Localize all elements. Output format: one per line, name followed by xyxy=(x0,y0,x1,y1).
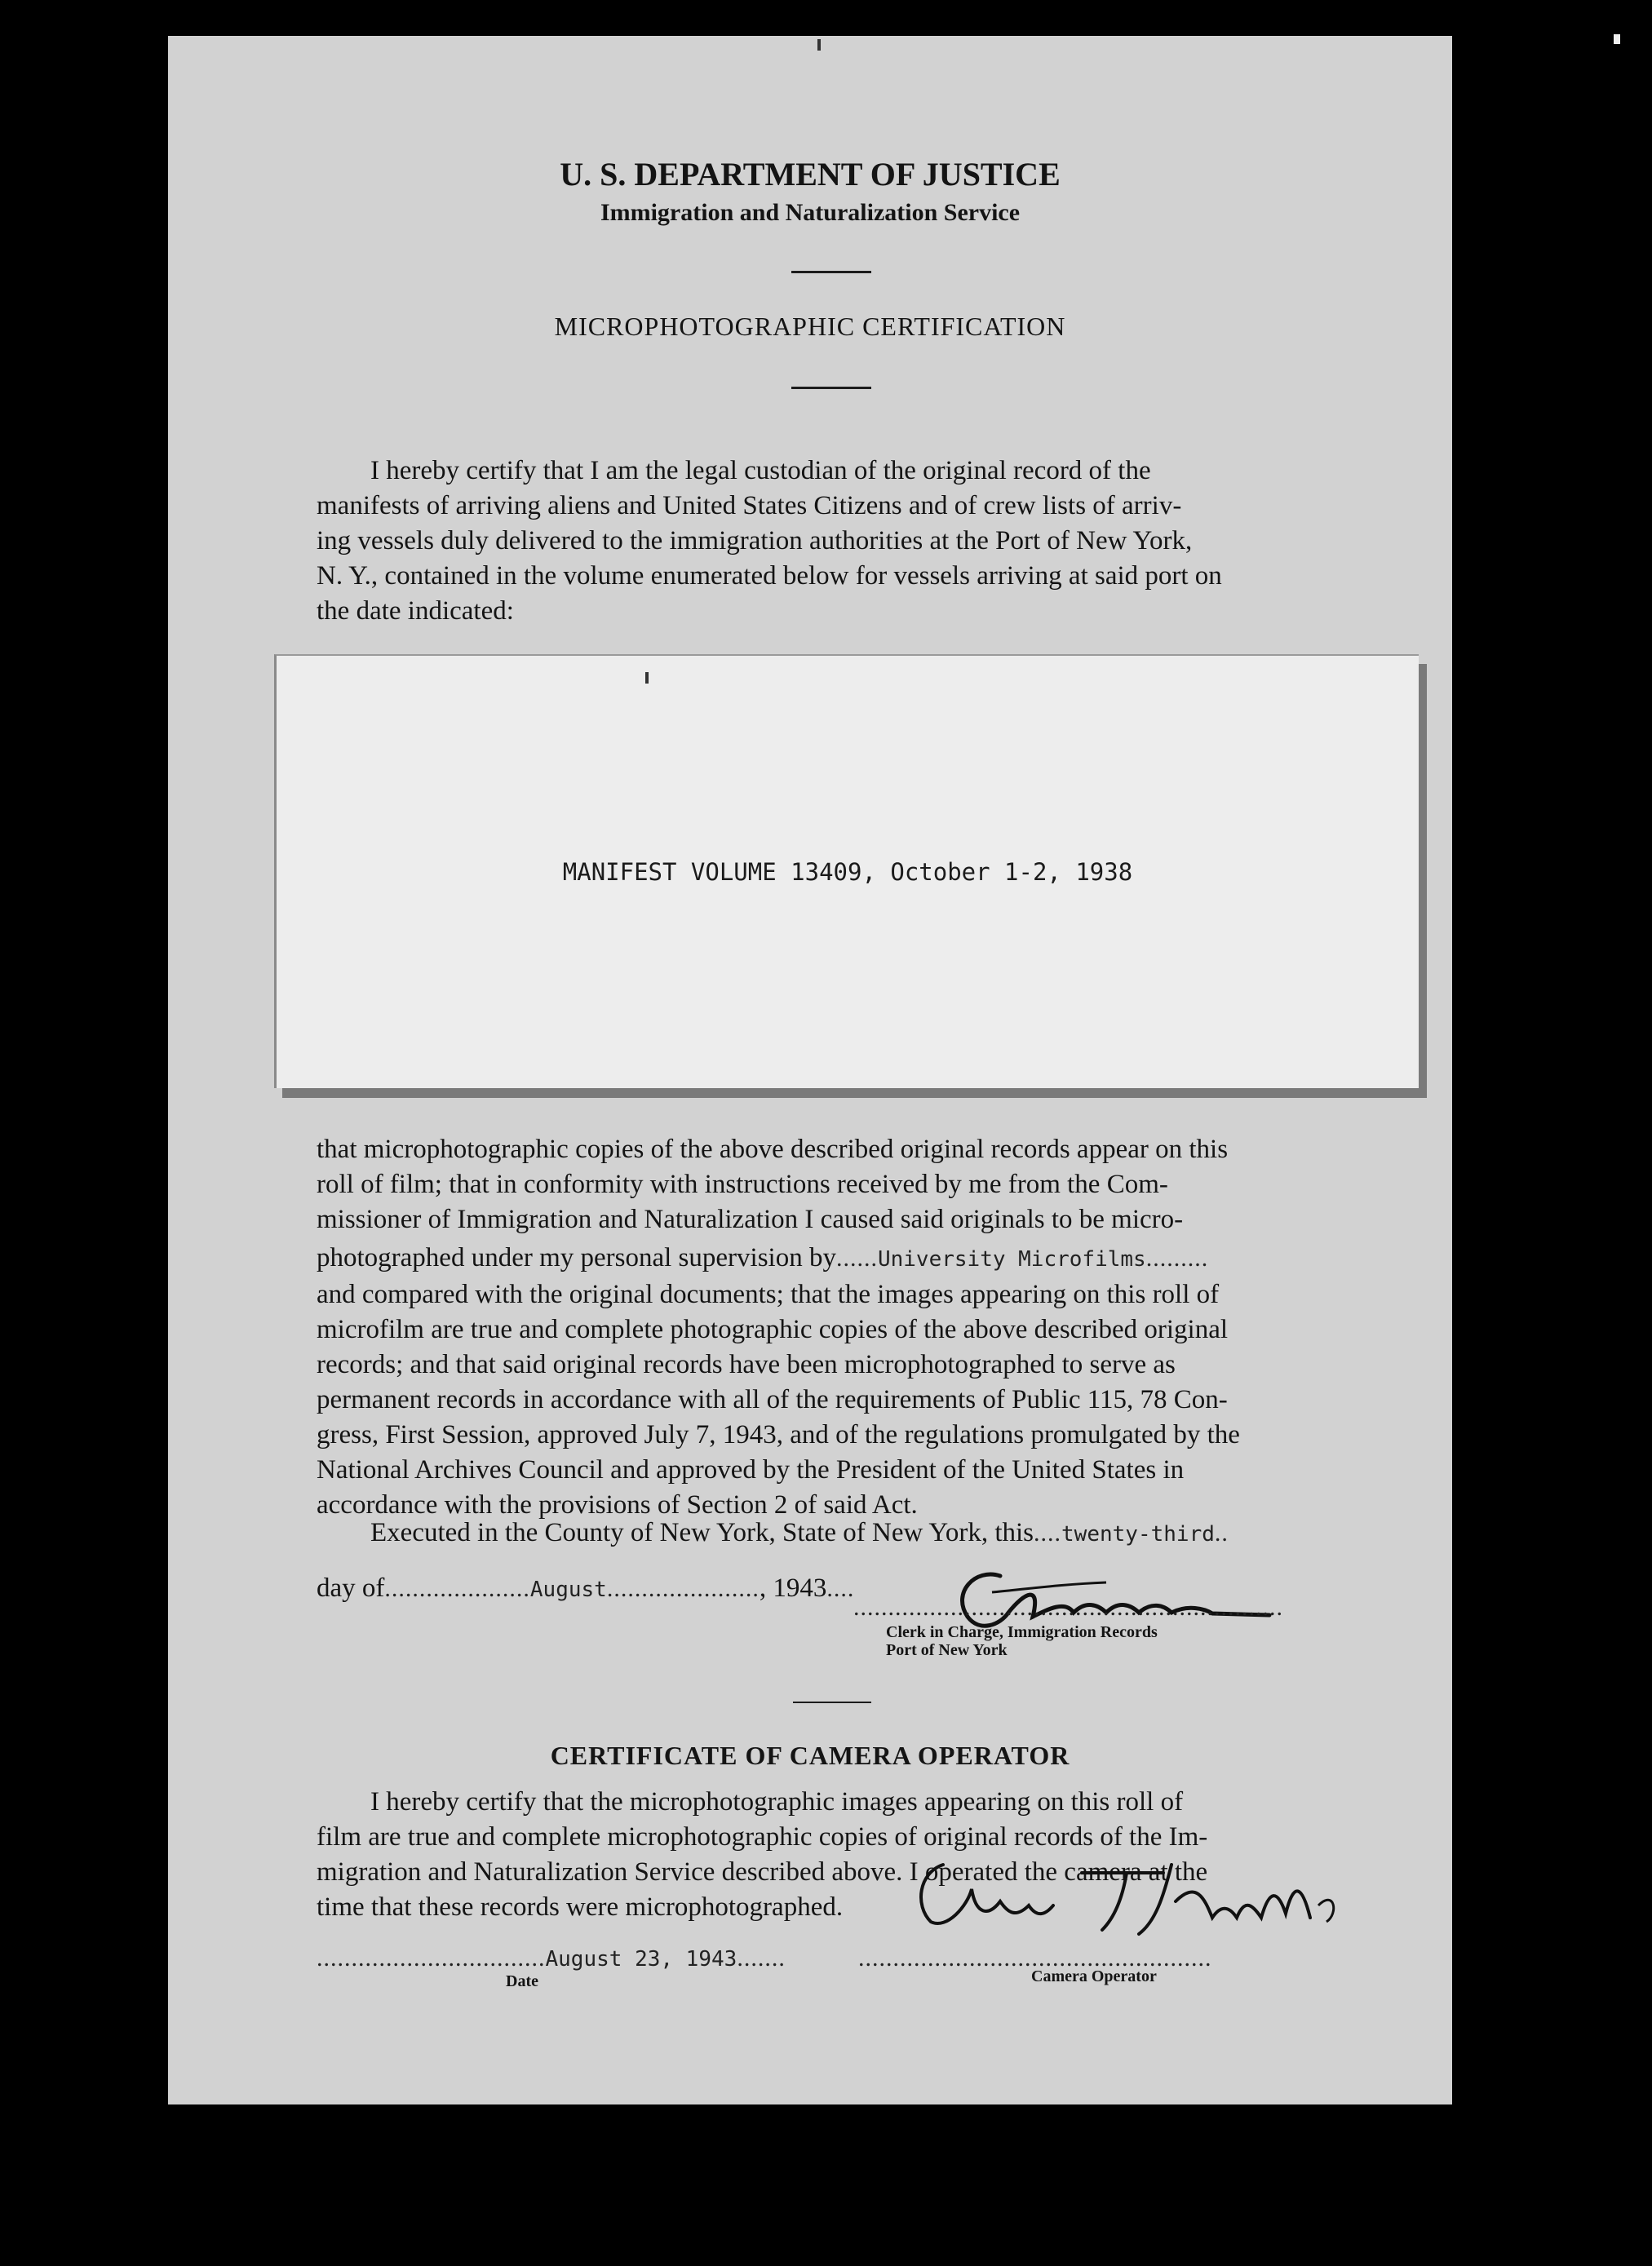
dot-leader: .... xyxy=(1034,1520,1062,1547)
manifest-volume-label: MANIFEST VOLUME 13409, October 1-2, 1938 xyxy=(562,858,1133,886)
body-line: and compared with the original documents; that the images appearing on this roll of xyxy=(317,1280,1220,1309)
certification-intro xyxy=(317,454,1362,629)
day-of-prefix: day of xyxy=(317,1573,385,1603)
executed-year: , 1943 xyxy=(759,1573,827,1603)
film-speck xyxy=(817,39,821,51)
divider-rule xyxy=(791,271,871,273)
camera-line: time that these records were microphotographed. xyxy=(317,1892,844,1922)
body-line: permanent records in accordance with all of the requirements of Public 115, 78 Con- xyxy=(317,1385,1228,1414)
dot-leader: ...... xyxy=(835,1245,878,1272)
body-line: roll of film; that in conformity with instructions received by me from the Com- xyxy=(317,1170,1168,1199)
camera-line: migration and Naturalization Service described above. I operated the camera at the xyxy=(317,1857,1208,1887)
divider-rule xyxy=(793,1702,871,1703)
certification-title: MICROPHOTOGRAPHIC CERTIFICATION xyxy=(554,312,1066,341)
manifest-label-card xyxy=(274,654,1419,1088)
dot-leader: .... xyxy=(826,1575,855,1602)
dot-leader: ..................... xyxy=(384,1575,530,1602)
body-line: records; and that said original records have been microphotographed to serve as xyxy=(317,1350,1176,1379)
dot-leader: ......... xyxy=(1145,1245,1209,1272)
photographed-by-value: University Microfilms xyxy=(877,1247,1146,1272)
camera-line: I hereby certify that the microphotographic images appearing on this roll of xyxy=(370,1787,1184,1817)
dot-leader: ................................. xyxy=(317,1945,546,1972)
clerk-title xyxy=(886,1623,1158,1659)
intro-line: the date indicated: xyxy=(317,596,514,626)
body-line: gress, First Session, approved July 7, 1943, and of the regulations promulgated by the xyxy=(317,1420,1240,1449)
date-label: Date xyxy=(506,1972,538,1990)
clerk-title-line: Port of New York xyxy=(886,1641,1008,1659)
photographed-by-line xyxy=(317,1241,1362,1277)
intro-line: ing vessels duly delivered to the immigration authorities at the Port of New York, xyxy=(317,526,1193,555)
clerk-title-line: Clerk in Charge, Immigration Records xyxy=(886,1623,1158,1641)
dot-leader: ....... xyxy=(737,1945,786,1972)
certification-body xyxy=(317,1132,1362,1523)
body-line: National Archives Council and approved by the President of the United States in xyxy=(317,1455,1185,1485)
camera-line: film are true and complete microphotographic copies of original records of the Im- xyxy=(317,1822,1208,1852)
clerk-signature-line: .............................................................. xyxy=(853,1594,1283,1621)
divider-rule xyxy=(791,387,871,389)
department-heading: U. S. DEPARTMENT OF JUSTICE xyxy=(560,156,1061,193)
camera-date-value: August 23, 1943 xyxy=(545,1947,737,1972)
operator-signature-line: ................................................... xyxy=(858,1945,1212,1972)
date-value-line xyxy=(317,1945,786,1972)
body-line: microfilm are true and complete photographic copies of the above described original xyxy=(317,1315,1229,1344)
body-line: missioner of Immigration and Naturalization I caused said originals to be micro- xyxy=(317,1205,1184,1234)
camera-operator-title: CERTIFICATE OF CAMERA OPERATOR xyxy=(550,1741,1070,1770)
executed-prefix: Executed in the County of New York, State of New York, this xyxy=(370,1518,1034,1547)
service-subheading: Immigration and Naturalization Service xyxy=(600,199,1021,226)
body-line: accordance with the provisions of Section 2 of said Act. xyxy=(317,1490,918,1520)
camera-operator-signature xyxy=(894,1840,1351,1946)
camera-operator-label: Camera Operator xyxy=(1031,1967,1157,1985)
dot-leader: .. xyxy=(1214,1520,1229,1547)
body-line: that microphotographic copies of the above described original records appear on this xyxy=(317,1135,1229,1164)
pin-mark xyxy=(645,672,649,684)
intro-line: I hereby certify that I am the legal custodian of the original record of the xyxy=(370,456,1151,485)
film-speck xyxy=(1614,34,1620,44)
executed-month-value: August xyxy=(529,1578,607,1602)
intro-line: manifests of arriving aliens and United States Citizens and of crew lists of arriv- xyxy=(317,491,1182,520)
executed-day-value: twenty-third xyxy=(1061,1522,1215,1547)
certificate-page xyxy=(168,36,1452,2104)
dot-leader: ...................... xyxy=(606,1575,760,1602)
intro-line: N. Y., contained in the volume enumerated below for vessels arriving at said port on xyxy=(317,561,1222,591)
photographed-by-prefix: photographed under my personal supervision by xyxy=(317,1243,836,1272)
